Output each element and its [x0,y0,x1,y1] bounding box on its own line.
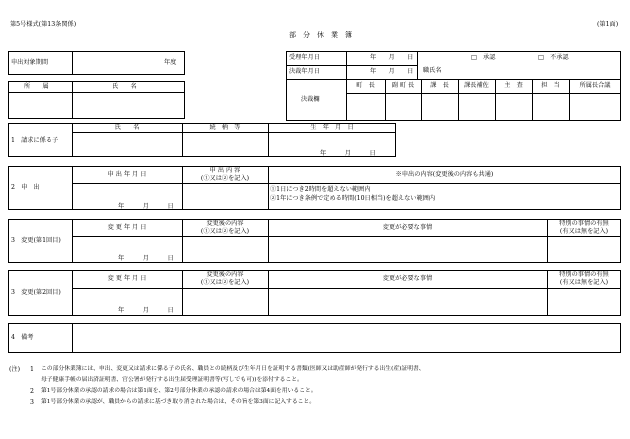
apply-content-subheader: (①又は②を記入) [200,175,250,182]
note-3: 第1号部分休業の承認が、職員からの請求に基づき取り消された場合は、その旨を第3面に記入すること。 [41,399,316,405]
apply-date-header: 申 出 年 月 日 [107,171,147,178]
child-label: 1 請求に係る子 [11,137,59,144]
remarks-label: 4 備考 [11,334,34,341]
change2-reason-header: 変更が必要な事情 [382,275,433,282]
child-dob-header: 生 年 月 日 [310,124,354,131]
decided-label: 決裁年月日 [289,68,320,75]
role-deputy-mayor: 副 町 長 [391,82,415,89]
change2-content-header: 変更後の内容 [206,271,244,278]
change2-date: 年 月 日 [118,307,174,314]
dept-label: 所 属 [24,83,49,90]
change1-reason-header: 変更が必要な事情 [382,224,433,231]
change2-content-subheader: (①又は②を記入) [200,279,250,286]
change1-date: 年 月 日 [118,255,174,262]
role-dept-head: 所属長合議 [579,82,611,89]
reject-checkbox[interactable]: □ 不承認 [538,54,569,61]
change2-special-header: 特別の事情の有無 [559,271,609,278]
child-name-header: 氏 名 [114,124,140,131]
apply-option-1: ①1日につき2時間を超えない範囲内 [270,186,371,193]
notes-heading: (注) [9,366,21,373]
note-1-line-1: この部分休業簿には、申出、変更又は請求に係る子の氏名、職員との続柄及び生年月日を証明する書類(医師又は助産師が発行する出生(産)証明書、 [41,366,425,372]
page-number: (第1面) [597,21,619,28]
note-1-line-2: 母子健康手帳の届出済証明書、官公署が発行する出生届受理証明書等(写しでも可))を添付すること。 [41,377,303,383]
job-name-label: 職氏名 [423,67,442,74]
change1-special-header: 特別の事情の有無 [559,220,609,227]
apply-content-header: 申 出 内 容 [209,167,241,174]
apply-label: 2 申 出 [11,184,40,191]
role-staff: 担 当 [541,82,560,89]
change1-date-header: 変 更 年 月 日 [107,224,147,231]
note-2-number: 2 [30,388,34,395]
role-section-chief: 課 長 [430,82,449,89]
page-title: 部 分 休 業 簿 [289,31,352,39]
change2-label: 3 変更(第2回目) [11,289,61,296]
received-date: 年 月 日 [370,54,414,61]
period-label: 申出対象期間 [11,59,49,66]
child-dob-date: 年 月 日 [320,150,376,157]
note-3-number: 3 [30,399,34,406]
approval-column-label: 決裁欄 [301,96,320,103]
change2-special-subheader: (有又は無を記入) [559,279,609,286]
role-assistant-chief: 課長補佐 [464,82,489,89]
decided-date: 年 月 日 [370,68,414,75]
apply-note-header: ※申出の内容(変更後の内容も共通) [395,171,494,178]
change2-date-header: 変 更 年 月 日 [107,275,147,282]
change1-content-subheader: (①又は②を記入) [200,228,250,235]
note-1-number: 1 [30,366,34,373]
form-number: 第5号様式(第13条関係) [10,21,77,28]
approve-checkbox[interactable]: □ 承認 [471,54,496,61]
note-2: 第1号部分休業の承認の請求の場合は第1面を、第2号部分休業の承認の請求の場合は第4面を用いること。 [41,388,317,394]
remarks-section [8,323,621,353]
change1-label: 3 変更(第1回目) [11,237,61,244]
role-mayor: 町 長 [356,82,375,89]
role-chief-clerk: 主 査 [504,82,523,89]
change1-content-header: 変更後の内容 [206,220,244,227]
name-label: 氏 名 [112,83,137,90]
received-label: 受理年月日 [289,54,320,61]
change1-special-subheader: (有又は無を記入) [559,228,609,235]
apply-option-2: ②1年につき条例で定める時間(10日相当)を超えない範囲内 [270,195,436,202]
apply-date: 年 月 日 [118,203,174,210]
child-relation-header: 続 柄 等 [209,124,241,131]
period-year-suffix: 年度 [164,59,177,66]
